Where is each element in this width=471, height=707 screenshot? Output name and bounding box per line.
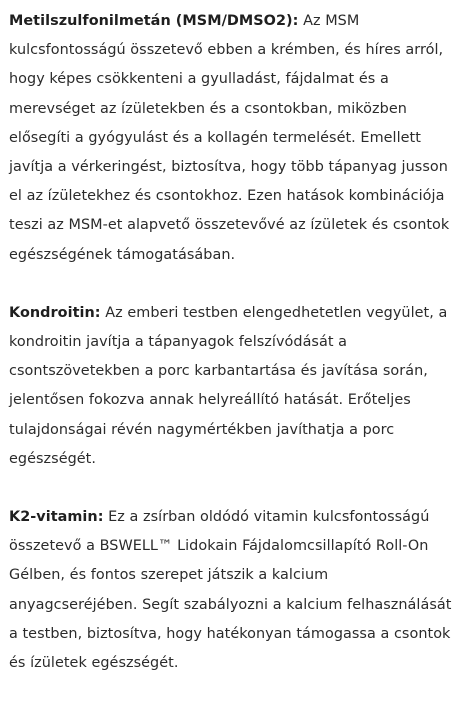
term-msm: Metilszulfonilmetán (MSM/DMSO2):	[9, 13, 299, 29]
paragraph-vitamin-k2	[9, 503, 461, 678]
term-chondroitin: Kondroitin:	[9, 304, 101, 321]
description-msm: Az MSM kulcsfontosságú összetevő ebben a krémben, és híres arról, hogy képes csökkenteni a gyulladást, fájdalmat és a merevséget az ízületekben és a csontokban, miközben elősegíti a gyógyulást és a kollagén termelését. Emellett javítja a vérkeringést, biztosítva, hogy több tápanyag jusson el az ízületekhez és csontokhoz. Ezen hatások kombinációja teszi az MSM-et alapvető összetevővé az ízületek és csontok egészségének támogatásában.	[9, 13, 450, 263]
paragraph-chondroitin	[9, 299, 461, 474]
paragraph-msm	[9, 7, 461, 270]
description-chondroitin: Az emberi testben elengedhetetlen vegyület, a kondroitin javítja a tápanyagok felszívódását a csontszövetekben a porc karbantartása és javítása során, jelentősen fokozva annak helyreállító hatását. Erőteljes tulajdonságai révén nagymértékben javíthatja a porc egészségét.	[9, 304, 448, 467]
term-vitamin-k2: K2-vitamin:	[9, 509, 104, 526]
description-vitamin-k2: Ez a zsírban oldódó vitamin kulcsfontosságú összetevő a BSWELL™ Lidokain Fájdalomcsillapító Roll-On Gélben, és fontos szerepet játszik a kalcium anyagcseréjében. Segít szabályozni a kalcium felhasználását a testben, biztosítva, hogy hatékonyan támogassa a csontok és ízületek egészségét.	[9, 509, 452, 672]
ingredient-description	[9, 7, 461, 707]
